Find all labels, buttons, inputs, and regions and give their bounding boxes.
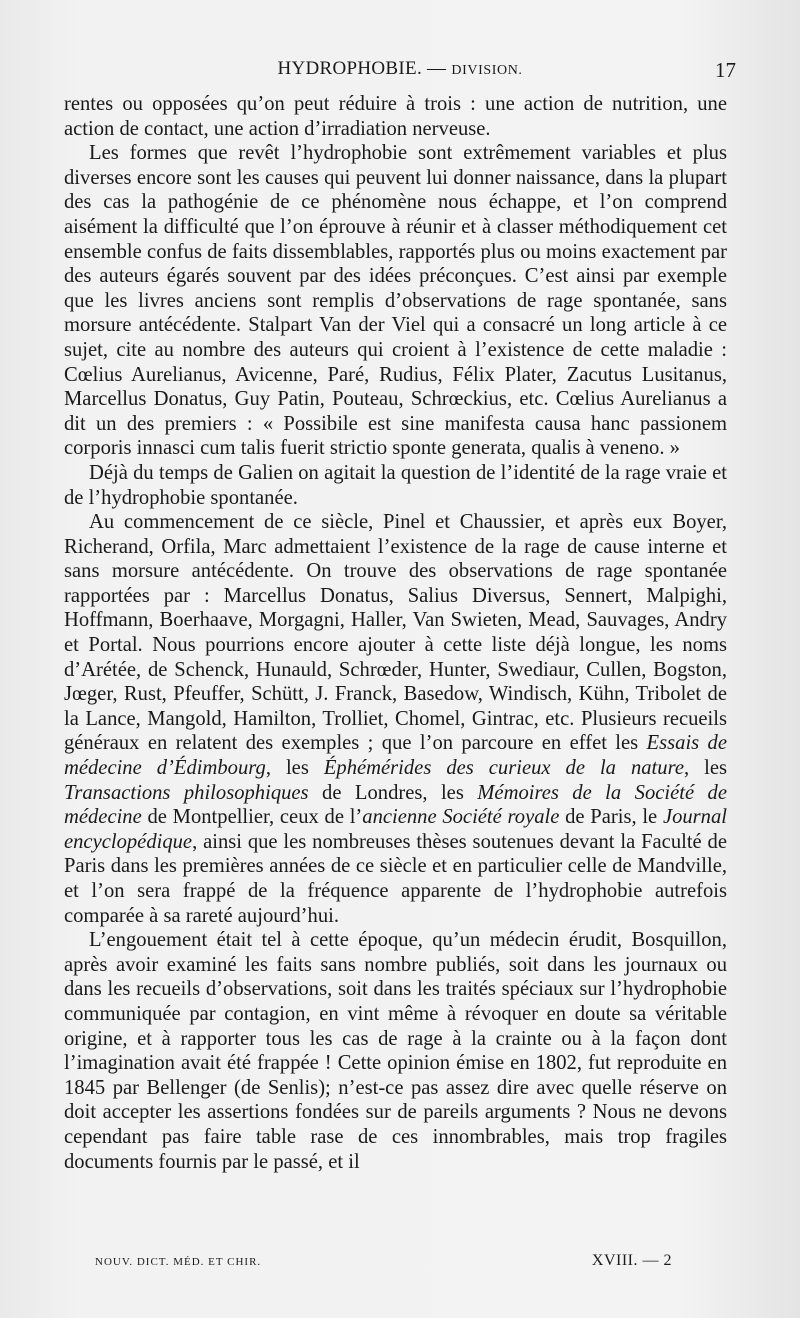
paragraph xyxy=(64,92,727,141)
italic-title: Essais de médecine d’Édimbourg xyxy=(64,732,727,780)
text-run: , les xyxy=(265,757,324,780)
italic-title: ancienne Société royale xyxy=(362,806,560,829)
printer-signature: NOUV. DICT. MÉD. ET CHIR. xyxy=(95,1256,262,1268)
italic-title: Éphémérides des curieux de la nature xyxy=(323,757,684,780)
header-separator: — xyxy=(422,58,452,79)
italic-title: Journal encyclopédique xyxy=(64,806,728,853)
page-number: 17 xyxy=(715,58,736,82)
text-run: , les xyxy=(683,757,727,780)
header-subtitle: DIVISION. xyxy=(451,63,523,78)
text-run: L’engouement était tel à cette époque, qu’un médecin érudit, Bosquillon, après avoir examiné les faits sans nombre publiés, soit dans les journaux ou dans les recueils d’observations, soit dans les traités spéciaux sur l’hydrophobie communiquée par contagion, en vint même à révoquer en doute sa véritable origine, et à rapporter tous les cas de rage à la crainte ou à la façon dont l’imagination avait été frappée ! Cette opinion émise en 1802, fut reproduite en 1845 par Bellenger (de Senlis); n’est-ce pas assez dire avec quelle réserve on doit accepter les assertions fondées sur de pareils arguments ? Nous ne devons cependant pas faire table rase de ces innombrables, mais trop fragiles documents fournis par le passé, et il xyxy=(64,929,727,1173)
body-text xyxy=(64,92,727,1174)
italic-title: Transactions philosophiques xyxy=(64,781,309,804)
sheet-mark: XVIII. — 2 xyxy=(591,1252,672,1269)
text-run: rentes ou opposées qu’on peut réduire à trois : une action de nutrition, une action de contact, une action d’irradiation nerveuse. xyxy=(64,93,727,140)
header-title: HYDROPHOBIE. xyxy=(277,58,422,79)
italic-title: Mémoires de la Société de médecine xyxy=(64,781,727,829)
text-run: Au commencement de ce siècle, Pinel et Chaussier, et après eux Boyer, Richerand, Orfila, Marc admettaient l’existence de la rage de cause interne et sans morsure antécédente. On trouve des observations de rage spontanée rapportées par : Marcellus Donatus, Salius Diversus, Sennert, Malpighi, Hoffmann, Boerhaave, Morgagni, Haller, Van Swieten, Mead, Sauvages, Andry et Portal. Nous pourrions encore ajouter à cette liste déjà longue, les noms d’Arétée, de Schenck, Hunauld, Schrœder, Hunter, Swediaur, Cullen, Bogston, Jœger, Rust, Pfeuffer, Schütt, J. Franck, Basedow, Windisch, Kühn, Tribolet de la Lance, Mangold, Hamilton, Trolliet, Chomel, Gintrac, etc. Plusieurs recueils généraux en relatent des exemples ; que l’on parcoure en effet les xyxy=(64,511,727,755)
text-run: , ainsi que les nombreuses thèses soutenues devant la Faculté de Paris dans les premières années de ce siècle et en particulier celle de Mandville, et l’on sera frappé de la fréquence apparente de l’hydrophobie autrefois comparée à sa rareté aujourd’hui. xyxy=(64,830,727,927)
running-header xyxy=(64,58,736,86)
paragraph xyxy=(64,510,727,928)
paragraph xyxy=(64,461,727,510)
text-run: Les formes que revêt l’hydrophobie sont extrêmement variables et plus diverses encore sont les causes qui peuvent lui donner naissance, dans la plupart des cas la pathogénie de ce phénomène nous échappe, et l’on comprend aisément la difficulté que l’on éprouve à réunir et à classer méthodiquement cet ensemble confus de faits dissemblables, rapportés plus ou moins exactement par des auteurs égarés souvent par des idées préconçues. C’est ainsi par exemple que les livres anciens sont remplis d’observations de rage spontanée, sans morsure antécédente. Stalpart Van der Viel qui a consacré un long article à ce sujet, cite au nombre des auteurs qui croient à l’existence de cette maladie : Cœlius Aurelianus, Avicenne, Paré, Rudius, Félix Plater, Zacutus Lusitanus, Marcellus Donatus, Guy Patin, Pouteau, Schrœckius, etc. Cœlius Aurelianus a dit un des premiers : « Possibile est sine manifesta causa hanc passionem corporis innasci cum talis fuerit strictio sponte generata, qualis à veneno. » xyxy=(64,142,727,460)
text-run: Déjà du temps de Galien on agitait la question de l’identité de la rage vraie et de l’hydrophobie spontanée. xyxy=(64,461,727,509)
text-run: de Montpellier, ceux de l’ xyxy=(141,806,363,829)
text-run: de Paris, le xyxy=(559,806,663,829)
paragraph xyxy=(64,928,727,1174)
paragraph xyxy=(64,141,727,461)
page-footer xyxy=(95,1252,672,1274)
running-title xyxy=(64,58,736,80)
text-run: de Londres, les xyxy=(308,781,478,804)
